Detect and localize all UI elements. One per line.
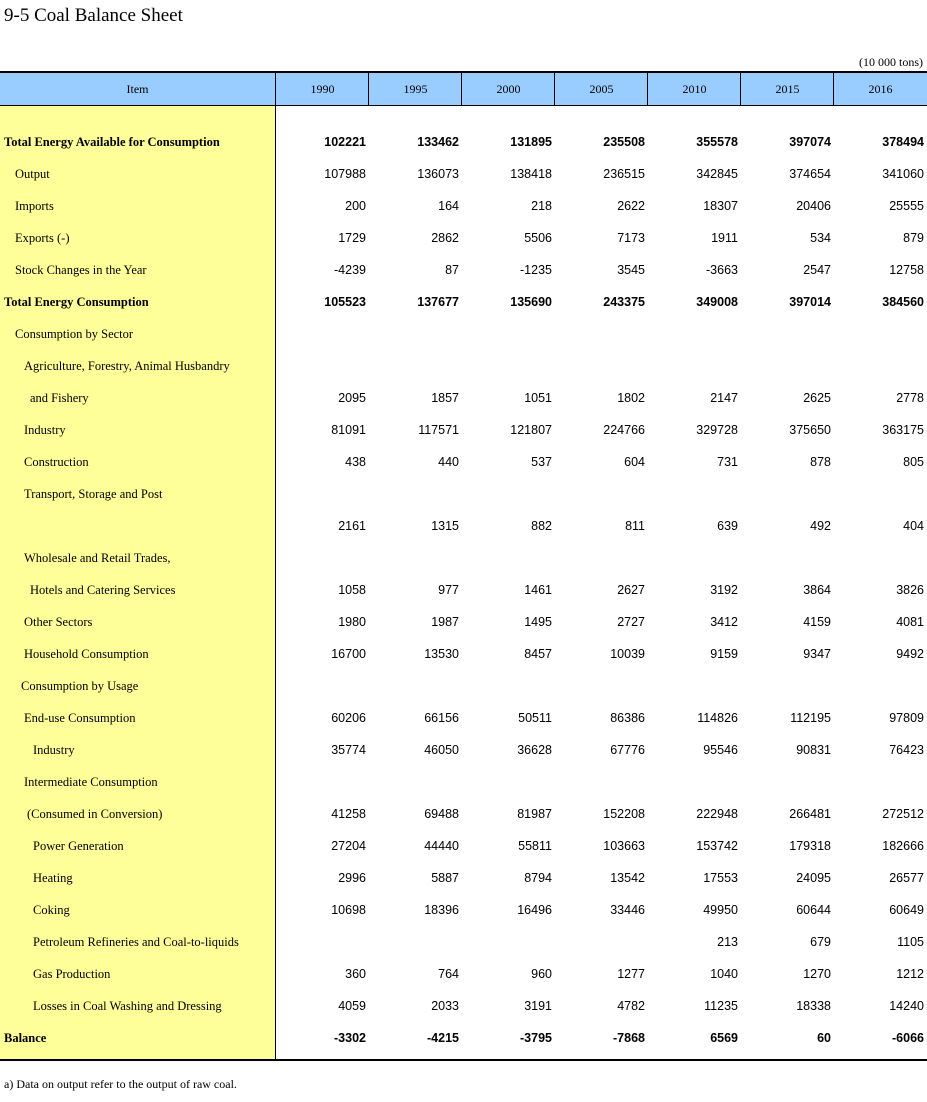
table-row — [0, 574, 927, 606]
row-label: Industry — [24, 423, 66, 437]
cell-value — [366, 542, 459, 574]
cell-value: 440 — [438, 455, 459, 469]
cell-value: 66156 — [424, 711, 459, 725]
table-row — [0, 190, 927, 222]
table-row — [0, 958, 927, 990]
header-year: 2005 — [589, 82, 614, 96]
table-row — [0, 414, 927, 446]
cell-value: 977 — [438, 583, 459, 597]
cell-value: 3412 — [710, 615, 738, 629]
cell-value: 24095 — [796, 871, 831, 885]
cell-value — [552, 766, 645, 798]
cell-value: 179318 — [789, 839, 831, 853]
row-label: Intermediate Consumption — [24, 775, 158, 789]
cell-value — [459, 766, 552, 798]
cell-value — [738, 350, 831, 382]
cell-value: 5506 — [524, 231, 552, 245]
bottom-rule — [0, 1059, 927, 1061]
header-divider — [554, 73, 555, 105]
cell-value — [645, 766, 738, 798]
cell-value: 1911 — [711, 231, 738, 245]
cell-value: 35774 — [331, 743, 366, 757]
table-row — [0, 382, 927, 414]
cell-value: 236515 — [603, 167, 645, 181]
cell-value: 218 — [531, 199, 552, 213]
cell-value: 805 — [903, 455, 924, 469]
cell-value — [738, 318, 831, 350]
cell-value: 272512 — [882, 807, 924, 821]
cell-value: 1315 — [431, 519, 459, 533]
table-row — [0, 766, 927, 798]
cell-value: 10698 — [331, 903, 366, 917]
table-row — [0, 606, 927, 638]
cell-value — [273, 318, 366, 350]
cell-value: 55811 — [518, 839, 552, 853]
cell-value: 1857 — [431, 391, 459, 405]
cell-value — [273, 926, 366, 958]
cell-value: 222948 — [696, 807, 738, 821]
cell-value: 36628 — [517, 743, 552, 757]
table-row — [0, 638, 927, 670]
cell-value: 397074 — [789, 135, 831, 149]
table-row — [0, 990, 927, 1022]
row-label: Construction — [24, 455, 89, 469]
cell-value: 349008 — [696, 295, 738, 309]
cell-value: 213 — [717, 935, 738, 949]
cell-value — [273, 670, 366, 702]
table-row — [0, 350, 927, 382]
cell-value — [459, 670, 552, 702]
cell-value: 534 — [810, 231, 831, 245]
cell-value: 5887 — [431, 871, 459, 885]
cell-value: 3826 — [896, 583, 924, 597]
cell-value: -3795 — [520, 1031, 552, 1045]
table-row — [0, 126, 927, 158]
cell-value: 18396 — [424, 903, 459, 917]
cell-value — [645, 542, 738, 574]
cell-value: 882 — [531, 519, 552, 533]
row-label: Household Consumption — [24, 647, 149, 661]
cell-value — [738, 766, 831, 798]
cell-value: 2627 — [617, 583, 645, 597]
row-label: Balance — [4, 1031, 47, 1045]
cell-value: 12758 — [889, 263, 924, 277]
cell-value: 200 — [345, 199, 366, 213]
cell-value: 16496 — [517, 903, 552, 917]
cell-value: 2727 — [617, 615, 645, 629]
cell-value: 131895 — [510, 135, 552, 149]
cell-value: 4782 — [617, 999, 645, 1013]
row-label: End-use Consumption — [24, 711, 136, 725]
cell-value: 60206 — [331, 711, 366, 725]
cell-value: 2547 — [803, 263, 831, 277]
cell-value: 1277 — [617, 967, 645, 981]
table-row — [0, 222, 927, 254]
cell-value — [366, 318, 459, 350]
cell-value: 879 — [903, 231, 924, 245]
cell-value — [273, 478, 366, 510]
header-divider — [740, 73, 741, 105]
table-row — [0, 286, 927, 318]
cell-value: 537 — [531, 455, 552, 469]
cell-value: 384560 — [882, 295, 924, 309]
cell-value: 397014 — [789, 295, 831, 309]
cell-value: 50511 — [518, 711, 552, 725]
cell-value — [459, 350, 552, 382]
cell-value: 81987 — [517, 807, 552, 821]
cell-value: 1987 — [431, 615, 459, 629]
cell-value: 33446 — [610, 903, 645, 917]
cell-value — [273, 542, 366, 574]
row-label: and Fishery — [30, 391, 89, 405]
cell-value — [738, 670, 831, 702]
cell-value: 182666 — [882, 839, 924, 853]
cell-value: 3545 — [617, 263, 645, 277]
cell-value: 69488 — [424, 807, 459, 821]
cell-value: 153742 — [696, 839, 738, 853]
row-label: Total Energy Consumption — [4, 295, 149, 309]
cell-value: 731 — [717, 455, 738, 469]
cell-value — [273, 350, 366, 382]
cell-value: 235508 — [603, 135, 645, 149]
cell-value — [459, 318, 552, 350]
cell-value — [552, 542, 645, 574]
cell-value — [459, 926, 552, 958]
cell-value: 20406 — [796, 199, 831, 213]
cell-value: 102221 — [324, 135, 366, 149]
header-year: 2015 — [775, 82, 800, 96]
row-label: Exports (-) — [15, 231, 70, 245]
table-row — [0, 926, 927, 958]
cell-value: 878 — [810, 455, 831, 469]
cell-value: 363175 — [882, 423, 924, 437]
header-year: 2010 — [682, 82, 707, 96]
header-divider — [647, 73, 648, 105]
row-label: Agriculture, Forestry, Animal Husbandry — [24, 359, 230, 373]
cell-value: 266481 — [789, 807, 831, 821]
cell-value: 811 — [625, 519, 645, 533]
cell-value: 117571 — [418, 423, 459, 437]
row-label: Imports — [15, 199, 54, 213]
row-label: Heating — [33, 871, 73, 885]
unit-note: (10 000 tons) — [859, 55, 923, 69]
cell-value: 1051 — [524, 391, 552, 405]
cell-value — [831, 318, 924, 350]
row-label: Wholesale and Retail Trades, — [24, 551, 171, 565]
cell-value: 2625 — [803, 391, 831, 405]
cell-value — [366, 350, 459, 382]
cell-value: -3302 — [334, 1031, 366, 1045]
cell-value: 17553 — [703, 871, 738, 885]
cell-value: 3191 — [524, 999, 552, 1013]
cell-value: 1212 — [896, 967, 924, 981]
cell-value — [831, 350, 924, 382]
cell-value — [552, 318, 645, 350]
cell-value — [831, 766, 924, 798]
cell-value: 1105 — [897, 935, 924, 949]
cell-value: 114826 — [697, 711, 738, 725]
cell-value: 639 — [717, 519, 738, 533]
cell-value: 2778 — [896, 391, 924, 405]
footnote: a) Data on output refer to the output of raw coal. — [4, 1077, 237, 1091]
cell-value: 4081 — [896, 615, 924, 629]
table-row — [0, 1022, 927, 1054]
cell-value — [459, 542, 552, 574]
table-row — [0, 830, 927, 862]
row-label: Output — [15, 167, 50, 181]
table-row — [0, 670, 927, 702]
cell-value — [552, 478, 645, 510]
cell-value — [645, 318, 738, 350]
cell-value: 18338 — [796, 999, 831, 1013]
cell-value: -4215 — [427, 1031, 459, 1045]
cell-value: 103663 — [603, 839, 645, 853]
table-row — [0, 702, 927, 734]
cell-value: 136073 — [417, 167, 459, 181]
row-label: Power Generation — [33, 839, 124, 853]
cell-value: 2161 — [338, 519, 366, 533]
cell-value: 9159 — [710, 647, 738, 661]
table-row — [0, 894, 927, 926]
cell-value: 764 — [438, 967, 459, 981]
cell-value: 87 — [445, 263, 459, 277]
table-row — [0, 318, 927, 350]
cell-value: 4059 — [338, 999, 366, 1013]
cell-value: 1058 — [338, 583, 366, 597]
cell-value: -1235 — [520, 263, 552, 277]
table-row — [0, 446, 927, 478]
cell-value — [459, 478, 552, 510]
cell-value — [831, 542, 924, 574]
cell-value: 95546 — [703, 743, 738, 757]
cell-value: 107988 — [324, 167, 366, 181]
cell-value: -3663 — [706, 263, 738, 277]
cell-value: 10039 — [610, 647, 645, 661]
cell-value — [645, 670, 738, 702]
cell-value: 18307 — [703, 199, 738, 213]
table-row — [0, 862, 927, 894]
cell-value: 438 — [345, 455, 366, 469]
cell-value: 121807 — [510, 423, 552, 437]
cell-value: 3864 — [803, 583, 831, 597]
cell-value: 41258 — [331, 807, 366, 821]
row-label: Industry — [33, 743, 75, 757]
cell-value: 2033 — [431, 999, 459, 1013]
cell-value: 67776 — [610, 743, 645, 757]
cell-value: 604 — [624, 455, 645, 469]
cell-value: 112195 — [790, 711, 831, 725]
cell-value: 378494 — [882, 135, 924, 149]
cell-value — [366, 478, 459, 510]
row-label: Hotels and Catering Services — [30, 583, 176, 597]
cell-value: 14240 — [889, 999, 924, 1013]
cell-value: 404 — [903, 519, 924, 533]
cell-value: 46050 — [424, 743, 459, 757]
cell-value: 355578 — [696, 135, 738, 149]
cell-value: 60644 — [796, 903, 831, 917]
cell-value: 342845 — [696, 167, 738, 181]
header-item: Item — [126, 82, 149, 96]
cell-value: 6569 — [710, 1031, 738, 1045]
cell-value: 2996 — [338, 871, 366, 885]
cell-value: 2622 — [617, 199, 645, 213]
cell-value: 4159 — [803, 615, 831, 629]
row-label: Coking — [33, 903, 70, 917]
cell-value — [366, 766, 459, 798]
header-year: 1990 — [310, 82, 335, 96]
page-title: 9-5 Coal Balance Sheet — [4, 5, 183, 26]
cell-value: 97809 — [889, 711, 924, 725]
cell-value: 1040 — [710, 967, 738, 981]
cell-value: 375650 — [789, 423, 831, 437]
cell-value: 9347 — [803, 647, 831, 661]
table-row — [0, 158, 927, 190]
cell-value — [273, 766, 366, 798]
cell-value: 329728 — [696, 423, 738, 437]
cell-value: 81091 — [331, 423, 366, 437]
cell-value: 25555 — [889, 199, 924, 213]
row-label: Total Energy Available for Consumption — [4, 135, 220, 149]
cell-value: 135690 — [510, 295, 552, 309]
header-divider — [461, 73, 462, 105]
cell-value: 49950 — [703, 903, 738, 917]
header-year: 2016 — [868, 82, 893, 96]
cell-value: 1495 — [524, 615, 552, 629]
cell-value: 13542 — [610, 871, 645, 885]
cell-value: 1461 — [524, 583, 552, 597]
cell-value: 8457 — [524, 647, 552, 661]
header-year: 2000 — [496, 82, 521, 96]
cell-value: 2147 — [710, 391, 738, 405]
cell-value: 679 — [810, 935, 831, 949]
cell-value: 90831 — [796, 743, 831, 757]
cell-value — [738, 542, 831, 574]
row-label: Stock Changes in the Year — [15, 263, 147, 277]
table-row — [0, 542, 927, 574]
cell-value: 60 — [817, 1031, 831, 1045]
table-row — [0, 254, 927, 286]
cell-value: 1802 — [617, 391, 645, 405]
table-row — [0, 734, 927, 766]
cell-value — [738, 478, 831, 510]
cell-value: 2095 — [338, 391, 366, 405]
cell-value: 341060 — [882, 167, 924, 181]
header-divider — [368, 73, 369, 105]
cell-value: 2862 — [431, 231, 459, 245]
cell-value: 7173 — [617, 231, 645, 245]
cell-value: 137677 — [417, 295, 459, 309]
cell-value: 152208 — [603, 807, 645, 821]
cell-value: 8794 — [524, 871, 552, 885]
cell-value: 1270 — [803, 967, 831, 981]
cell-value: 27204 — [331, 839, 366, 853]
cell-value — [645, 478, 738, 510]
table-row — [0, 510, 927, 542]
cell-value: -6066 — [892, 1031, 924, 1045]
row-label: Gas Production — [33, 967, 111, 981]
cell-value: 1729 — [338, 231, 366, 245]
row-label: Other Sectors — [24, 615, 93, 629]
cell-value: 44440 — [424, 839, 459, 853]
cell-value: 243375 — [603, 295, 645, 309]
cell-value: 16700 — [331, 647, 366, 661]
cell-value — [831, 478, 924, 510]
cell-value: 133462 — [417, 135, 459, 149]
header-year: 1995 — [403, 82, 428, 96]
cell-value: 360 — [345, 967, 366, 981]
row-label: Losses in Coal Washing and Dressing — [33, 999, 222, 1013]
cell-value — [831, 670, 924, 702]
cell-value: 492 — [810, 519, 831, 533]
cell-value: 76423 — [889, 743, 924, 757]
cell-value: 60649 — [889, 903, 924, 917]
cell-value: 960 — [531, 967, 552, 981]
cell-value — [552, 926, 645, 958]
cell-value: 9492 — [896, 647, 924, 661]
cell-value — [366, 670, 459, 702]
row-label: Petroleum Refineries and Coal-to-liquids — [33, 935, 239, 949]
row-label: Consumption by Usage — [21, 679, 139, 693]
cell-value — [552, 350, 645, 382]
row-label: Consumption by Sector — [15, 327, 134, 341]
cell-value: 26577 — [889, 871, 924, 885]
cell-value: -4239 — [334, 263, 366, 277]
row-label: (Consumed in Conversion) — [27, 807, 163, 821]
cell-value: 374654 — [789, 167, 831, 181]
cell-value: 13530 — [424, 647, 459, 661]
cell-value: 1980 — [338, 615, 366, 629]
cell-value: 224766 — [603, 423, 645, 437]
cell-value: 3192 — [710, 583, 738, 597]
cell-value — [645, 350, 738, 382]
row-label: Transport, Storage and Post — [24, 487, 163, 501]
cell-value: 11235 — [704, 999, 738, 1013]
header-divider — [833, 73, 834, 105]
cell-value: 164 — [438, 199, 459, 213]
table-row — [0, 478, 927, 510]
cell-value — [366, 926, 459, 958]
cell-value — [552, 670, 645, 702]
table-row — [0, 798, 927, 830]
cell-value: -7868 — [613, 1031, 645, 1045]
cell-value: 105523 — [324, 295, 366, 309]
cell-value: 86386 — [610, 711, 645, 725]
cell-value: 138418 — [510, 167, 552, 181]
